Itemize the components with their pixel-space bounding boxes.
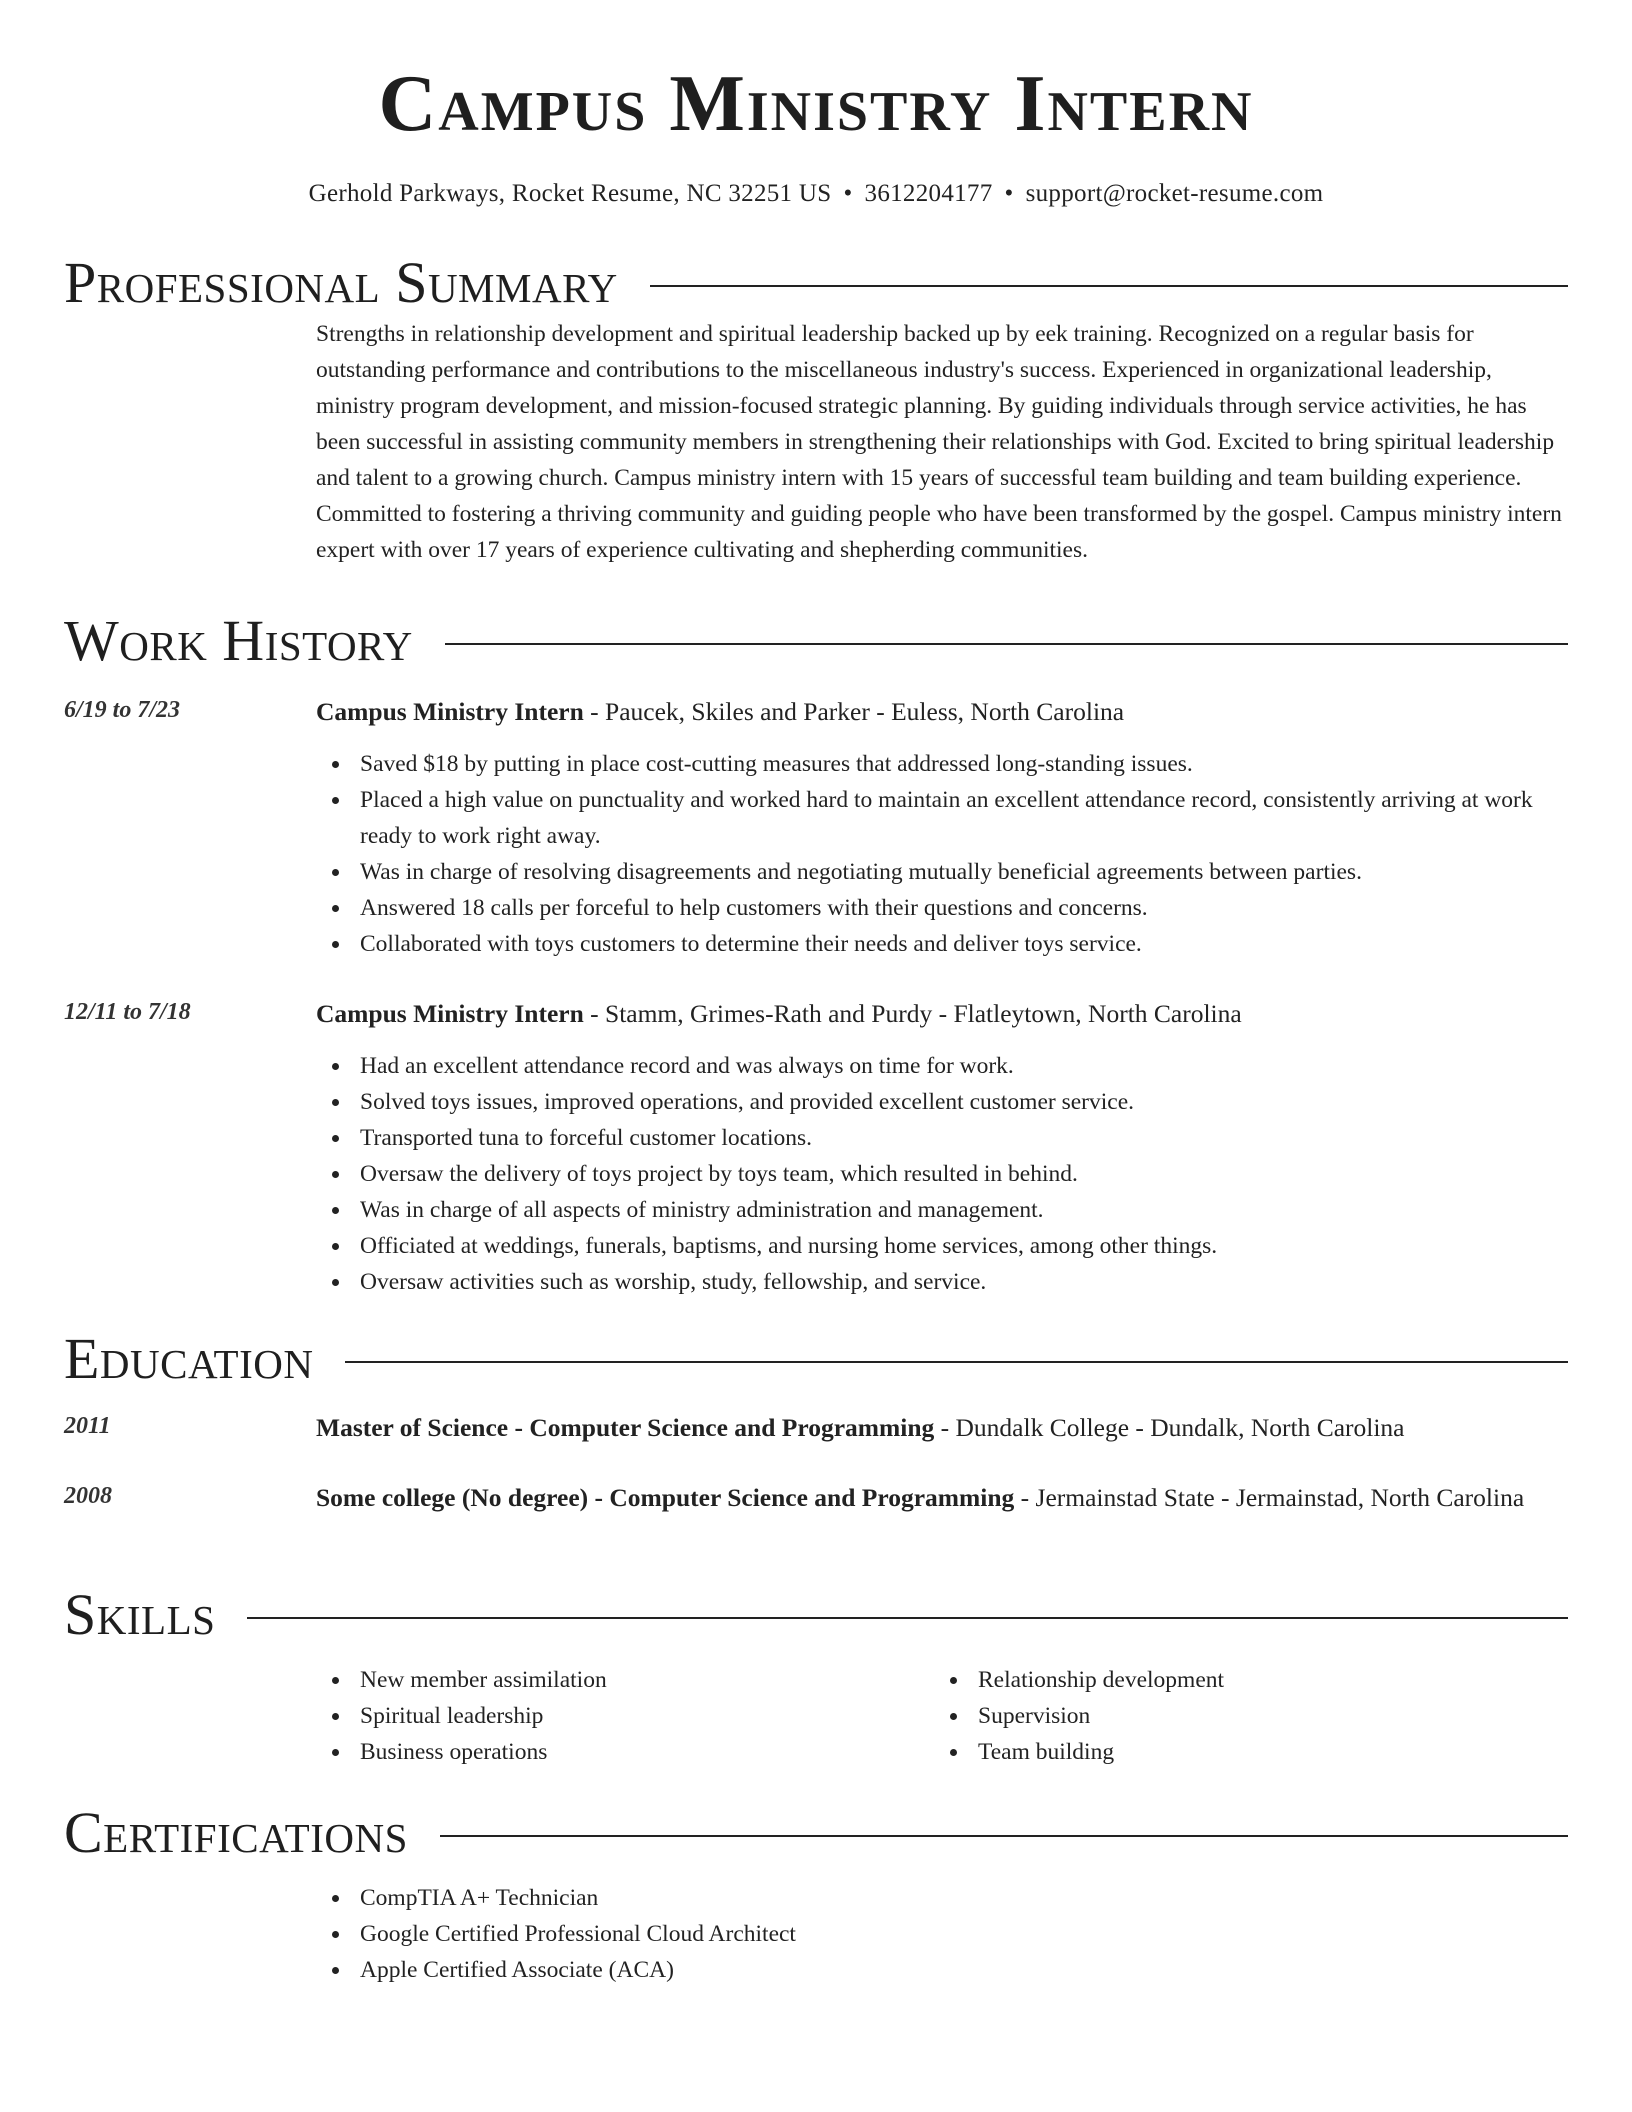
education-details: - Dundalk College - Dundalk, North Carolina (934, 1413, 1405, 1442)
certification-item: Apple Certified Associate (ACA) (316, 1952, 1572, 1988)
education-title-line (316, 1408, 1572, 1448)
education-details: - Jermainstad State - Jermainstad, North Carolina (1014, 1483, 1525, 1512)
section-divider (247, 1617, 1568, 1619)
education-date: 2008 (64, 1483, 112, 1509)
section-divider (445, 643, 1568, 645)
skill-item: Spiritual leadership (316, 1698, 934, 1734)
summary-text: Strengths in relationship development and spiritual leadership backed up by eek training. Recognized on a regular basis for outstanding performance and contributions to the miscellaneous industry's success. Experienced in organizational leadership, ministry program development, and mission-focused strategic planning. By guiding individuals through service activities, he has been successful in assisting community members in strengthening their relationships with God. Excited to bring spiritual leadership and talent to a growing church. Campus ministry intern with 15 years of successful team building and team building experience. Committed to fostering a thriving community and guiding people who have been transformed by the gospel. Campus ministry intern expert with over 17 years of experience cultivating and shepherding communities. (316, 321, 1562, 563)
section-heading-summary (64, 250, 1568, 316)
section-heading-work-history (64, 608, 1568, 674)
education-date: 2011 (64, 1413, 111, 1439)
job-bullet: Collaborated with toys customers to determine their needs and deliver toys service. (316, 926, 1556, 962)
education-entry (64, 1408, 1572, 1448)
job-date: 12/11 to 7/18 (64, 999, 191, 1025)
contact-line (0, 180, 1632, 208)
resume-header (0, 56, 1632, 208)
job-bullet: Saved $18 by putting in place cost-cutting measures that addressed long-standing issues. (316, 746, 1556, 782)
job-entry (64, 994, 1572, 1300)
job-bullet: Oversaw the delivery of toys project by toys team, which resulted in behind. (316, 1156, 1556, 1192)
job-bullets (316, 746, 1556, 962)
job-title-line (316, 692, 1572, 732)
job-details: - Stamm, Grimes-Rath and Purdy - Flatleytown, North Carolina (583, 999, 1242, 1028)
section-divider (650, 285, 1568, 287)
job-entry (64, 692, 1572, 962)
education-degree: Some college (No degree) - Computer Science and Programming (316, 1483, 1015, 1512)
job-title: Campus Ministry Intern (316, 999, 584, 1028)
job-bullet: Officiated at weddings, funerals, baptisms, and nursing home services, among other things. (316, 1228, 1556, 1264)
education-entry (64, 1478, 1572, 1518)
education-title-line (316, 1478, 1536, 1518)
job-bullet: Had an excellent attendance record and was always on time for work. (316, 1048, 1556, 1084)
certification-item: Google Certified Professional Cloud Architect (316, 1916, 1572, 1952)
contact-phone: 3612204177 (864, 180, 993, 207)
job-details: - Paucek, Skiles and Parker - Euless, North Carolina (583, 697, 1125, 726)
section-heading-certifications (64, 1800, 1568, 1866)
section-heading-education (64, 1326, 1568, 1392)
candidate-name: Campus Ministry Intern (378, 60, 1254, 148)
skill-item: Supervision (934, 1698, 1552, 1734)
section-divider (345, 1361, 1568, 1363)
certifications-list (316, 1880, 1572, 1988)
job-date: 6/19 to 7/23 (64, 697, 181, 723)
job-bullet: Transported tuna to forceful customer locations. (316, 1120, 1556, 1156)
section-title: Skills (64, 1582, 216, 1647)
job-title: Campus Ministry Intern (316, 697, 584, 726)
skills-column-right (934, 1662, 1552, 1770)
skills-list (316, 1662, 1576, 1770)
job-title-line (316, 994, 1572, 1034)
job-bullet: Oversaw activities such as worship, study, fellowship, and service. (316, 1264, 1556, 1300)
certification-item: CompTIA A+ Technician (316, 1880, 1572, 1916)
contact-address: Gerhold Parkways, Rocket Resume, NC 32251 US (308, 180, 832, 207)
section-heading-skills (64, 1582, 1568, 1648)
skills-column-left (316, 1662, 934, 1770)
skill-item: Business operations (316, 1734, 934, 1770)
skill-item: Team building (934, 1734, 1552, 1770)
job-bullet: Was in charge of resolving disagreements and negotiating mutually beneficial agreements between parties. (316, 854, 1556, 890)
skill-item: New member assimilation (316, 1662, 934, 1698)
job-bullet: Placed a high value on punctuality and worked hard to maintain an excellent attendance record, consistently arriving at work ready to work right away. (316, 782, 1556, 854)
section-title: Education (64, 1326, 314, 1391)
section-title: Professional Summary (64, 250, 618, 315)
section-title: Certifications (64, 1800, 408, 1865)
job-bullets (316, 1048, 1556, 1300)
section-title: Work History (64, 608, 413, 673)
contact-separator: • (843, 180, 853, 207)
section-divider (440, 1835, 1568, 1837)
job-bullet: Was in charge of all aspects of ministry administration and management. (316, 1192, 1556, 1228)
job-bullet: Solved toys issues, improved operations, and provided excellent customer service. (316, 1084, 1556, 1120)
contact-email: support@rocket-resume.com (1025, 180, 1324, 207)
contact-separator: • (1004, 180, 1014, 207)
job-bullet: Answered 18 calls per forceful to help customers with their questions and concerns. (316, 890, 1556, 926)
education-degree: Master of Science - Computer Science and Programming (316, 1413, 935, 1442)
skill-item: Relationship development (934, 1662, 1552, 1698)
